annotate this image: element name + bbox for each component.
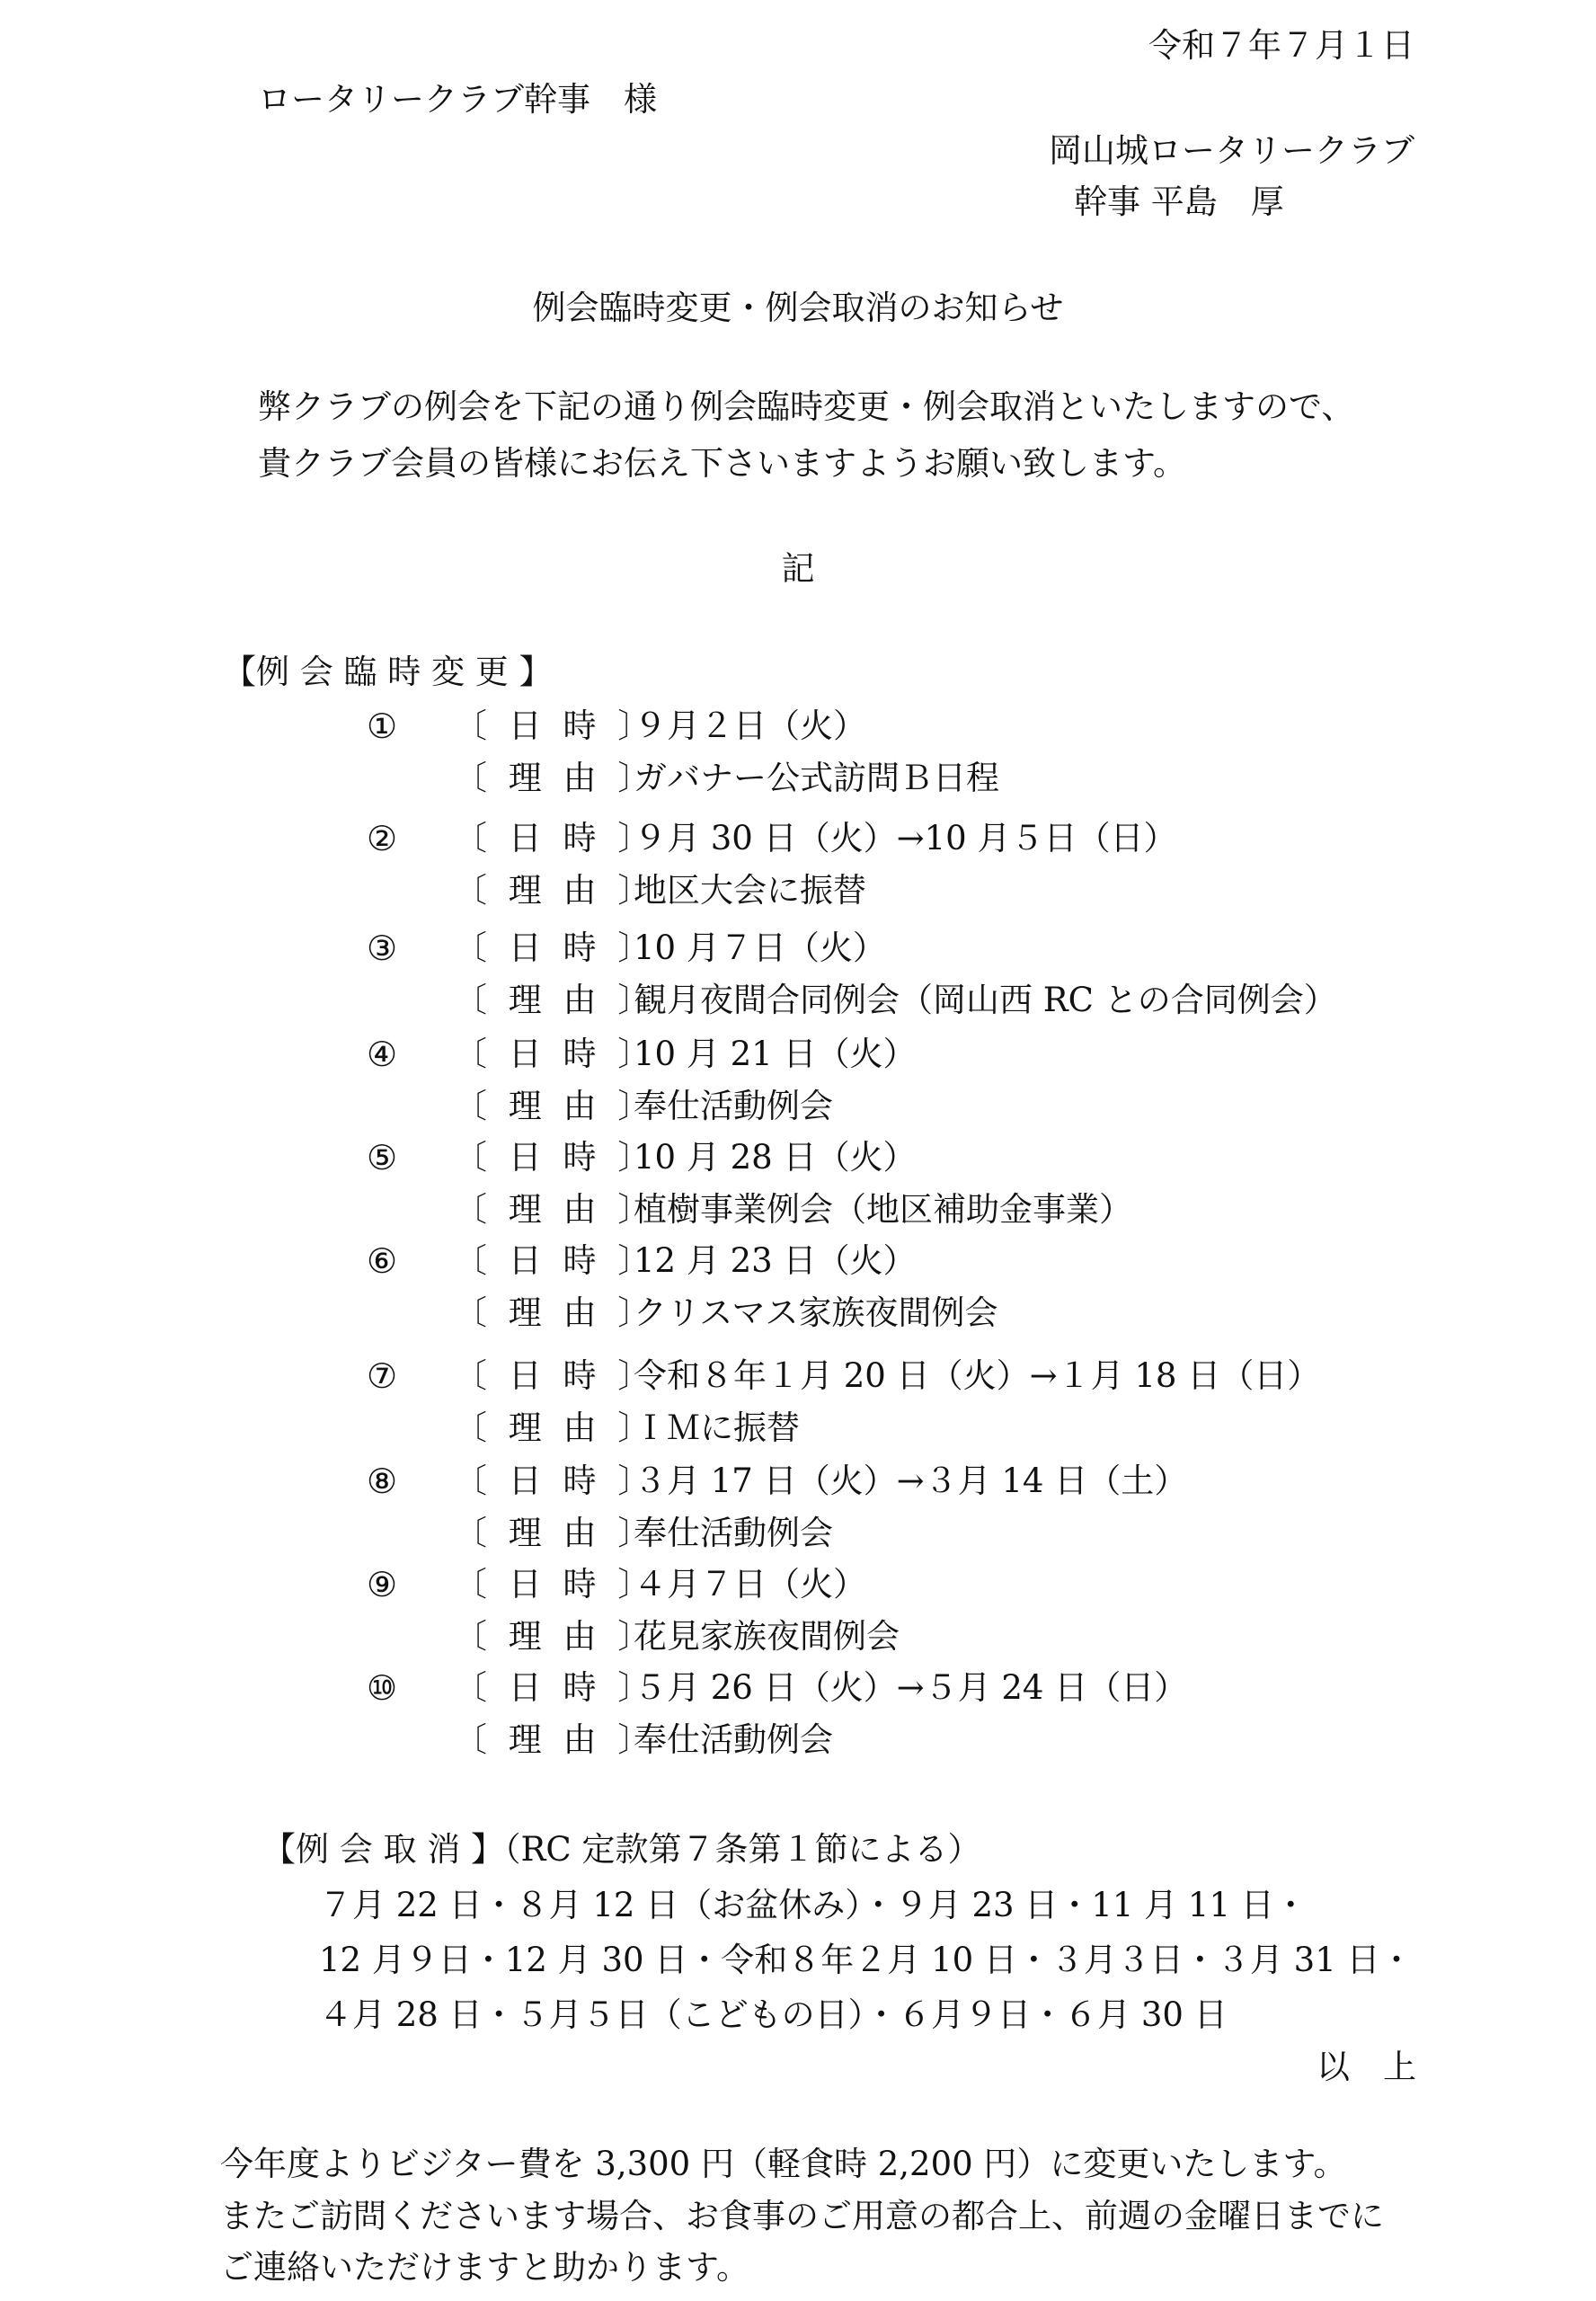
change-item-date-label: 〔 日 時 〕 [454, 1565, 657, 1604]
change-item-reason-label: 〔 理 由 〕 [454, 871, 657, 910]
change-item-reason: 植樹事業例会（地区補助金事業） [634, 1190, 1132, 1229]
change-item-date-label: 〔 日 時 〕 [454, 1035, 657, 1073]
change-item-date: ９月２日（火） [634, 706, 866, 745]
change-item-reason: 奉仕活動例会 [634, 1087, 833, 1125]
change-item-date: ５月 26 日（火）→５月 24 日（日） [634, 1668, 1188, 1707]
change-item-date: ９月 30 日（火）→10 月５日（日） [634, 819, 1177, 857]
change-item-reason-label: 〔 理 由 〕 [454, 1408, 657, 1447]
change-item-number: ⑩ [367, 1668, 398, 1708]
change-item-date-label: 〔 日 時 〕 [454, 1356, 657, 1395]
change-item-date-label: 〔 日 時 〕 [454, 1138, 657, 1177]
sender-club: 岡山城ロータリークラブ [1049, 131, 1414, 170]
change-item-reason-label: 〔 理 由 〕 [454, 1293, 657, 1332]
recipient: ロータリークラブ幹事 様 [258, 80, 657, 119]
change-item-reason-label: 〔 理 由 〕 [454, 1190, 657, 1229]
change-item-date-label: 〔 日 時 〕 [454, 819, 657, 857]
change-item-reason: ＩＭに振替 [634, 1408, 800, 1447]
change-item-reason-label: 〔 理 由 〕 [454, 1617, 657, 1656]
change-item-reason-label: 〔 理 由 〕 [454, 981, 657, 1019]
cancellations-line-2: 12 月９日・12 月 30 日・令和８年２月 10 日・３月３日・３月 31 日・ [319, 1941, 1414, 1979]
note-line-1: 今年度よりビジター費を 3,300 円（軽食時 2,200 円）に変更いたします。 [220, 2145, 1347, 2183]
note-line-2: またご訪問くださいます場合、お食事のご用意の都合上、前週の金曜日までに [220, 2197, 1384, 2235]
change-item-reason: クリスマス家族夜間例会 [634, 1293, 998, 1332]
ki-marker: 記 [781, 549, 815, 588]
note-line-3: ご連絡いただけますと助かります。 [220, 2248, 750, 2287]
change-item-reason-label: 〔 理 由 〕 [454, 1087, 657, 1125]
change-item-date: 令和８年１月 20 日（火）→１月 18 日（日） [634, 1356, 1321, 1395]
change-item-number: ② [367, 819, 398, 858]
intro-line-2: 貴クラブ会員の皆様にお伝え下さいますようお願い致します。 [258, 444, 1187, 483]
change-item-date: 12 月 23 日（火） [634, 1241, 917, 1280]
change-item-reason: 奉仕活動例会 [634, 1514, 833, 1552]
change-item-date-label: 〔 日 時 〕 [454, 1668, 657, 1707]
change-item-number: ⑥ [367, 1241, 398, 1281]
document-title: 例会臨時変更・例会取消のお知らせ [532, 289, 1064, 327]
change-item-date-label: 〔 日 時 〕 [454, 706, 657, 745]
change-item-number: ⑦ [367, 1356, 398, 1396]
change-item-number: ⑧ [367, 1461, 398, 1501]
change-item-number: ⑤ [367, 1138, 398, 1177]
change-item-number: ③ [367, 928, 398, 968]
change-item-date-label: 〔 日 時 〕 [454, 1461, 657, 1500]
changes-heading: 【例 会 臨 時 変 更 】 [223, 653, 553, 691]
sender-person: 幹事 平島 厚 [1074, 182, 1284, 221]
change-item-reason-label: 〔 理 由 〕 [454, 1514, 657, 1552]
cancellations-line-3: ４月 28 日・５月５日（こどもの日）・６月９日・６月 30 日 [319, 1995, 1228, 2034]
cancellations-line-1: ７月 22 日・８月 12 日（お盆休み）・９月 23 日・11 月 11 日・ [319, 1886, 1308, 1924]
change-item-date: ４月７日（火） [634, 1565, 866, 1604]
change-item-reason: 奉仕活動例会 [634, 1720, 833, 1759]
change-item-number: ⑨ [367, 1565, 398, 1604]
change-item-date-label: 〔 日 時 〕 [454, 928, 657, 967]
change-item-reason-label: 〔 理 由 〕 [454, 1720, 657, 1759]
change-item-reason: 観月夜間合同例会（岡山西 RC との合同例会） [634, 981, 1337, 1019]
change-item-reason: 花見家族夜間例会 [634, 1617, 900, 1656]
change-item-date: 10 月 21 日（火） [634, 1035, 917, 1073]
change-item-date: ３月 17 日（火）→３月 14 日（土） [634, 1461, 1188, 1500]
change-item-reason-label: 〔 理 由 〕 [454, 759, 657, 797]
change-item-date-label: 〔 日 時 〕 [454, 1241, 657, 1280]
change-item-reason: ガバナー公式訪問Ｂ日程 [634, 759, 999, 797]
change-item-date: 10 月 28 日（火） [634, 1138, 917, 1177]
change-item-date: 10 月７日（火） [634, 928, 886, 967]
closing-mark: 以 上 [1317, 2048, 1416, 2086]
intro-line-1: 弊クラブの例会を下記の通り例会臨時変更・例会取消といたしますので、 [258, 387, 1355, 426]
document-date: 令和７年７月１日 [1148, 26, 1414, 65]
change-item-number: ① [367, 706, 398, 746]
change-item-reason: 地区大会に振替 [634, 871, 866, 910]
cancellations-heading: 【例 会 取 消 】（RC 定款第７条第１節による） [262, 1830, 981, 1869]
change-item-number: ④ [367, 1035, 398, 1074]
